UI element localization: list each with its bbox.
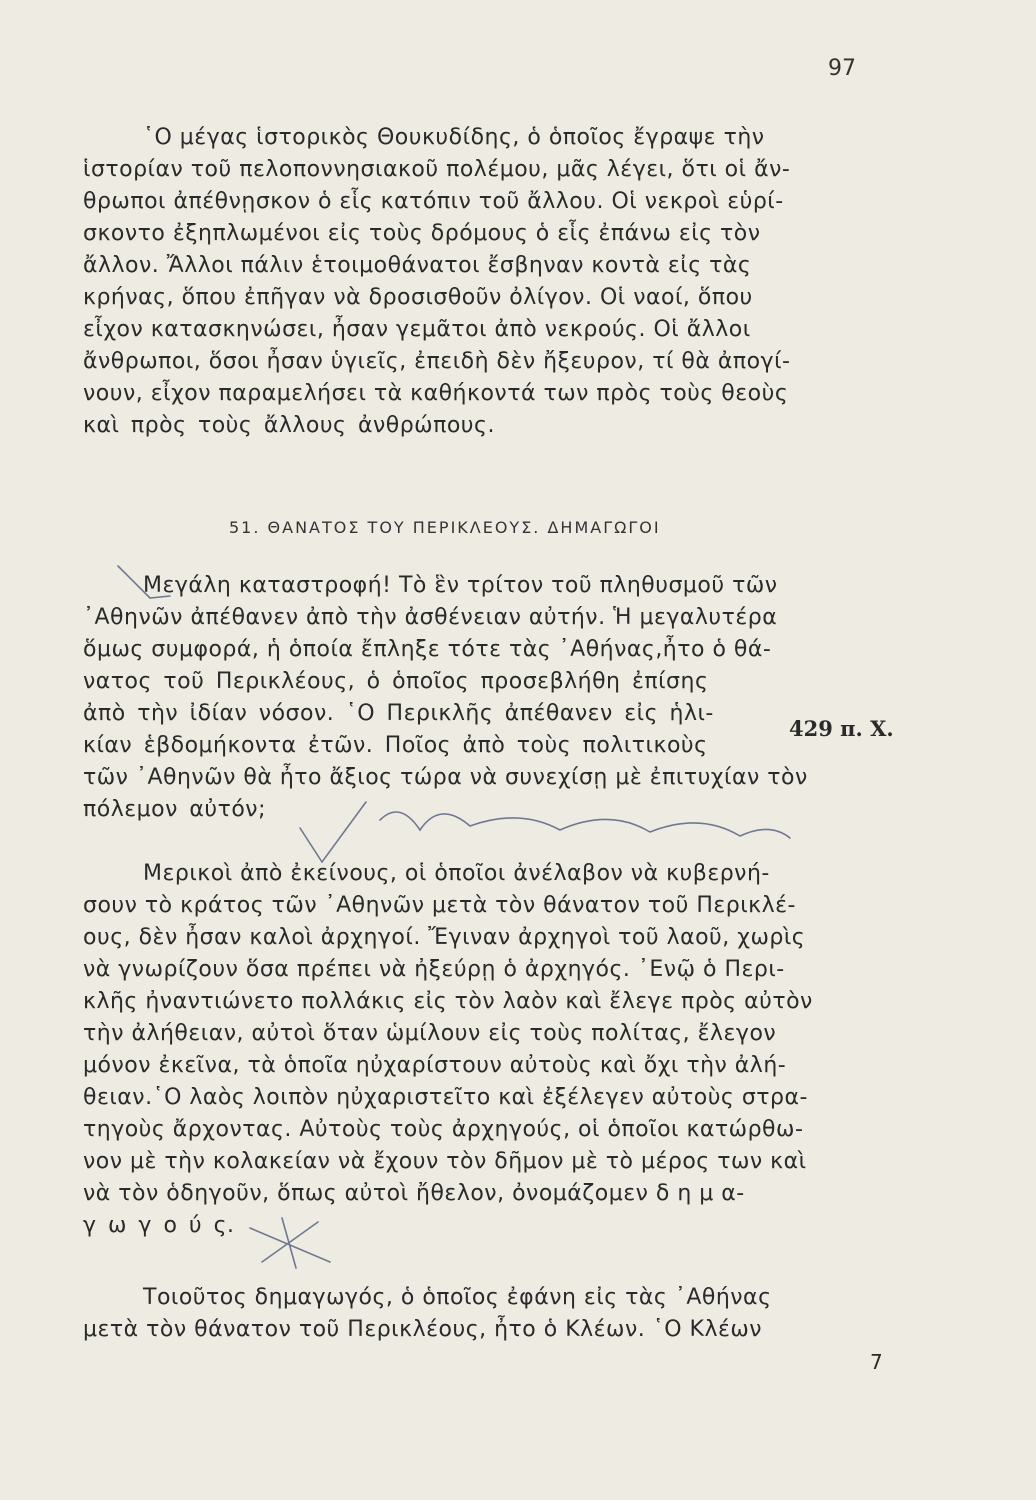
section-heading: 51. ΘΑΝΑΤΟΣ ΤΟΥ ΠΕΡΙΚΛΕΟΥΣ. ΔΗΜΑΓΩΓΟΙ [229, 518, 661, 537]
text-line: Μεγάλη καταστροφή! Τὸ ἓν τρίτον τοῦ πληθυσμοῦ τῶν [143, 573, 778, 598]
paragraph-pericles-death [83, 570, 913, 826]
text-line: ἀπὸ τὴν ἰδίαν νόσον. ῾Ο Περικλῆς ἀπέθανεν εἰς ἡλι- [83, 701, 714, 726]
paragraph-plague [83, 122, 913, 442]
text-line: ῾Ο μέγας ἱστορικὸς Θουκυδίδης, ὁ ὁποῖος ἔγραψε τὴν [143, 125, 765, 150]
text-line: κλῆς ἠναντιώνετο πολλάκις εἰς τὸν λαὸν καὶ ἔλεγε πρὸς αὐτὸν [83, 989, 813, 1014]
text-line: εἶχον κατασκηνώσει, ἦσαν γεμᾶτοι ἀπὸ νεκρούς. Οἱ ἄλλοι [83, 317, 751, 342]
text-line: νατος τοῦ Περικλέους, ὁ ὁποῖος προσεβλήθη ἐπίσης [83, 669, 709, 694]
text-line: μετὰ τὸν θάνατον τοῦ Περικλέους, ἦτο ὁ Κλέων. ῾Ο Κλέων [83, 1317, 763, 1342]
signature-mark: 7 [870, 1350, 883, 1374]
text-line: νουν, εἶχον παραμελήσει τὰ καθήκοντά των πρὸς τοὺς θεοὺς [83, 381, 789, 406]
text-line: τὴν ἀλήθειαν, αὐτοὶ ὅταν ὡμίλουν εἰς τοὺς πολίτας, ἔλεγον [83, 1021, 777, 1046]
text-line: μόνον ἐκεῖνα, τὰ ὁποῖα ηὐχαρίστουν αὐτοὺς καὶ ὄχι τὴν ἀλή- [83, 1053, 787, 1078]
text-line: τηγοὺς ἄρχοντας. Αὐτοὺς τοὺς ἀρχηγούς, οἱ ὁποῖοι κατώρθω- [83, 1117, 804, 1142]
text-line: ἄνθρωποι, ὅσοι ἦσαν ὑγιεῖς, ἐπειδὴ δὲν ἤξευρον, τί θὰ ἀπογί- [83, 349, 791, 374]
text-line: νον μὲ τὴν κολακείαν νὰ ἔχουν τὸν δῆμον μὲ τὸ μέρος των καὶ [83, 1149, 807, 1174]
text-line: κίαν ἑβδομήκοντα ἐτῶν. Ποῖος ἀπὸ τοὺς πολιτικοὺς [83, 733, 708, 758]
text-line: σουν τὸ κράτος τῶν ᾿Αθηνῶν μετὰ τὸν θάνατον τοῦ Περικλέ- [83, 893, 796, 918]
text-line: ους, δὲν ἦσαν καλοὶ ἀρχηγοί. Ἔγιναν ἀρχηγοὶ τοῦ λαοῦ, χωρὶς [83, 925, 806, 950]
text-line: ἄλλον. Ἄλλοι πάλιν ἑτοιμοθάνατοι ἔσβηναν κοντὰ εἰς τὰς [83, 253, 752, 278]
text-line: τῶν ᾿Αθηνῶν θὰ ἦτο ἄξιος τώρα νὰ συνεχίσῃ μὲ ἐπιτυχίαν τὸν [83, 765, 808, 790]
page-number: 97 [828, 56, 856, 81]
text-line: νὰ τὸν ὁδηγοῦν, ὅπως αὐτοὶ ἤθελον, ὀνομάζομεν δ η μ α- [83, 1181, 745, 1206]
text-line: ὅμως συμφορά, ἡ ὁποία ἔπληξε τότε τὰς ᾿Αθήνας,ἦτο ὁ θά- [83, 637, 772, 662]
text-line: κρήνας, ὅπου ἐπῆγαν νὰ δροσισθοῦν ὀλίγον. Οἱ ναοί, ὅπου [83, 285, 753, 310]
text-line: θειαν.῾Ο λαὸς λοιπὸν ηὐχαριστεῖτο καὶ ἐξέλεγεν αὐτοὺς στρα- [83, 1085, 808, 1110]
text-line: σκοντο ἐξηπλωμένοι εἰς τοὺς δρόμους ὁ εἷς ἐπάνω εἰς τὸν [83, 221, 761, 246]
text-line: πόλεμον αὐτόν; [83, 797, 266, 822]
text-line: νὰ γνωρίζουν ὅσα πρέπει νὰ ἠξεύρῃ ὁ ἀρχηγός. ᾿Ενῷ ὁ Περι- [83, 957, 785, 982]
text-line: καὶ πρὸς τοὺς ἄλλους ἀνθρώπους. [83, 413, 495, 438]
text-line: Μερικοὶ ἀπὸ ἐκείνους, οἱ ὁποῖοι ἀνέλαβον νὰ κυβερνή- [143, 861, 770, 886]
text-line: ἱστορίαν τοῦ πελοποννησιακοῦ πολέμου, μᾶς λέγει, ὅτι οἱ ἄν- [83, 157, 791, 182]
text-line: Τοιοῦτος δημαγωγός, ὁ ὁποῖος ἐφάνη εἰς τὰς ᾿Αθήνας [143, 1285, 772, 1310]
text-line: ᾿Αθηνῶν ἀπέθανεν ἀπὸ τὴν ἀσθένειαν αὐτήν. Ἡ μεγαλυτέρα [83, 605, 778, 630]
margin-date-note: 429 π. Χ. [789, 716, 894, 741]
paragraph-cleon [83, 1282, 913, 1346]
paragraph-demagogues [83, 858, 913, 1242]
text-line: θρωποι ἀπέθνῃσκον ὁ εἷς κατόπιν τοῦ ἄλλου. Οἱ νεκροὶ εὑρί- [83, 189, 784, 214]
text-line: γ ω γ ο ύ ς. [83, 1213, 235, 1238]
